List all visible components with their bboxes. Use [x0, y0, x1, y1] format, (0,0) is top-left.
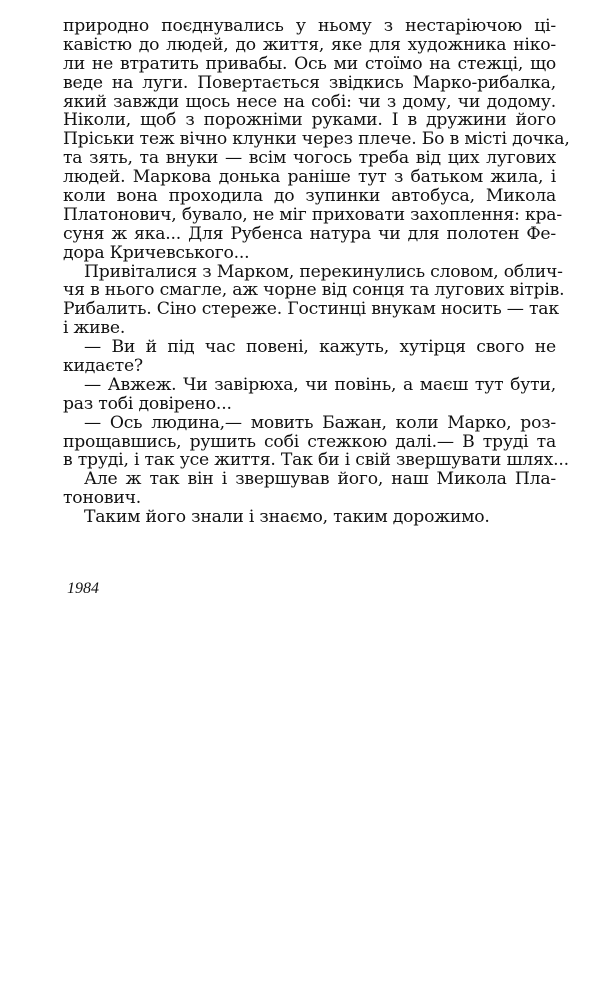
text-line: чя в нього смагле, аж чорне від сонця та лугових вітрів.	[63, 280, 565, 301]
text-line: дора Кричевського...	[63, 242, 250, 263]
text-line: веде на луги. Повертається звідкись Марко-рибалка,	[63, 72, 556, 93]
text-line: людей. Маркова донька раніше тут з батьком жила, і	[63, 167, 556, 188]
paragraph	[63, 412, 569, 471]
text-line: Таким його знали і знаємо, таким дорожимо.	[84, 507, 490, 528]
paragraph	[63, 508, 556, 527]
text-line: — Ось людина,— мовить Бажан, коли Марко, роз-	[84, 412, 556, 433]
text-line: кидаєте?	[63, 356, 143, 377]
text-line: кавістю до людей, до життя, яке для художника ніко-	[63, 34, 556, 55]
paragraph	[63, 338, 556, 376]
paragraph	[63, 16, 570, 263]
text-line: Ніколи, щоб з порожніми руками. І в дружини його	[63, 110, 556, 131]
paragraph	[63, 376, 556, 414]
text-line: в труді, і так усе життя. Так би і свій звершувати шлях...	[63, 450, 569, 471]
text-line: раз тобі довірено...	[63, 393, 232, 414]
text-line: Пріськи теж вічно клунки через плече. Бо в місті дочка,	[63, 129, 570, 150]
text-line: Привіталися з Марком, перекинулись словом, облич-	[84, 261, 563, 282]
page-body-text	[63, 16, 570, 528]
paragraph	[63, 470, 556, 508]
text-line: коли вона проходила до зупинки автобуса, Микола	[63, 186, 556, 207]
text-line: і живе.	[63, 318, 126, 339]
text-line: суня ж яка... Для Рубенса натура чи для полотен Фе-	[63, 223, 556, 244]
text-line: Платонович, бувало, не міг приховати захоплення: кра-	[63, 204, 562, 225]
text-line: Але ж так він і звершував його, наш Микола Пла-	[84, 469, 556, 490]
text-line: Рибалить. Сіно стереже. Гостинці внукам носить — так	[63, 299, 559, 320]
text-line: який завжди щось несе на собі: чи з дому, чи додому.	[63, 91, 556, 112]
text-line: тонович.	[63, 488, 142, 509]
text-line: — Ви й під час повені, кажуть, хутірця свого не	[84, 337, 556, 358]
text-line: природно поєднувались у ньому з нестаріючою ці-	[63, 16, 556, 36]
text-line: — Авжеж. Чи завірюха, чи повінь, а маєш тут бути,	[84, 374, 556, 395]
date-signature: 1984	[67, 580, 99, 597]
text-line: прощавшись, рушить собі стежкою далі.— В труді та	[63, 431, 556, 452]
text-line: ли не втратить привабы. Ось ми стоїмо на стежці, що	[63, 53, 556, 74]
text-line: та зять, та внуки — всім чогось треба від цих лугових	[63, 148, 556, 169]
paragraph	[63, 261, 565, 339]
